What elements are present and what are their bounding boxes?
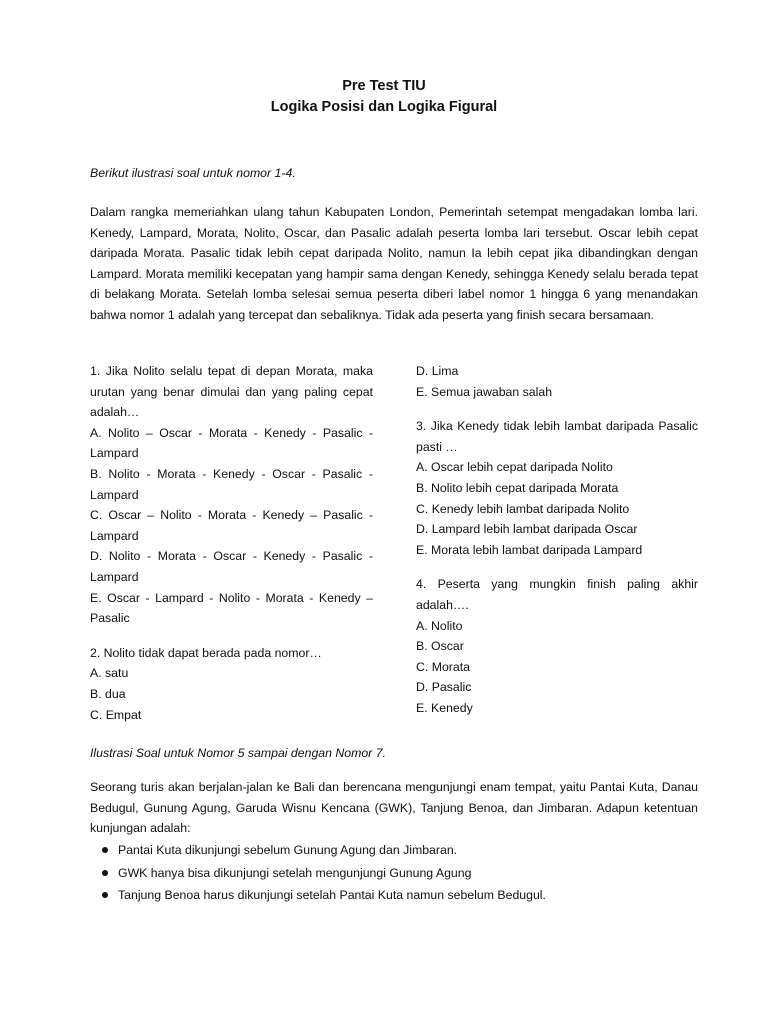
question-2 <box>90 643 373 725</box>
question-3-option-c: C. Kenedy lebih lambat daripada Nolito <box>416 501 630 516</box>
visit-rules-list <box>90 840 698 908</box>
page-title: Pre Test TIU <box>342 78 426 94</box>
question-2-option-c: C. Empat <box>90 707 142 722</box>
visit-rule-text: Tanjung Benoa harus dikunjungi setelah Pantai Kuta namun sebelum Bedugul. <box>118 888 546 903</box>
question-1-option-d: D. Nolito - Morata - Oscar - Kenedy - Pasalic - Lampard <box>90 549 373 584</box>
bullet-dot-icon <box>102 847 108 853</box>
question-3-option-a: A. Oscar lebih cepat daripada Nolito <box>416 460 613 475</box>
question-4-option-d: D. Pasalic <box>416 680 472 695</box>
bullet-dot-icon <box>102 870 108 876</box>
question-2-text: 2. Nolito tidak dapat berada pada nomor… <box>90 645 322 660</box>
question-4-option-e: E. Kenedy <box>416 700 473 715</box>
question-2-option-a: A. satu <box>90 666 129 681</box>
question-3-option-e: E. Morata lebih lambat daripada Lampard <box>416 542 643 557</box>
visit-rule-text: GWK hanya bisa dikunjungi setelah mengunjungi Gunung Agung <box>118 865 472 880</box>
title-block <box>0 76 768 118</box>
question-4-option-c: C. Morata <box>416 659 470 674</box>
question-1 <box>90 361 373 629</box>
section1-intro: Berikut ilustrasi soal untuk nomor 1-4. <box>90 166 296 180</box>
question-4-option-a: A. Nolito <box>416 618 463 633</box>
left-column <box>90 361 373 725</box>
question-4-text: 4. Peserta yang mungkin finish paling akhir adalah…. <box>416 577 698 612</box>
question-3-text: 3. Jika Kenedy tidak lebih lambat daripada Pasalic pasti … <box>416 419 698 454</box>
question-4-option-b: B. Oscar <box>416 639 464 654</box>
question-3-option-d: D. Lampard lebih lambat daripada Oscar <box>416 522 638 537</box>
visit-rule-item <box>90 840 698 863</box>
question-4 <box>416 574 698 718</box>
visit-rule-item <box>90 885 698 908</box>
right-column <box>416 361 698 719</box>
visit-rule-text: Pantai Kuta dikunjungi sebelum Gunung Agung dan Jimbaran. <box>118 843 458 857</box>
question-1-text: 1. Jika Nolito selalu tepat di depan Morata, maka urutan yang benar dimulai dan yang paling cepat adalah… <box>90 364 373 420</box>
question-1-option-c: C. Oscar – Nolito - Morata - Kenedy – Pasalic - Lampard <box>90 508 373 543</box>
section2-intro: Ilustrasi Soal untuk Nomor 5 sampai dengan Nomor 7. <box>90 746 386 760</box>
section1-story: Dalam rangka memeriahkan ulang tahun Kabupaten London, Pemerintah setempat mengadakan lomba lari. Kenedy, Lampard, Morata, Nolito, Oscar, dan Pasalic adalah peserta lomba lari tersebut. Oscar lebih cepat daripada Morata. Pasalic tidak lebih cepat daripada Nolito, namun Ia lebih cepat jika dibandingkan dengan Lampard. Morata memiliki kecepatan yang hampir sama dengan Kenedy, sehingga Kenedy selalu berada tepat di belakang Morata. Setelah lomba selesai semua peserta diberi label nomor 1 hingga 6 yang menandakan bahwa nomor 1 adalah yang tercepat dan sebaliknya. Tidak ada peserta yang finish secara bersamaan. <box>90 205 698 322</box>
question-2-option-d: D. Lima <box>416 364 459 378</box>
question-2-option-e: E. Semua jawaban salah <box>416 384 553 399</box>
visit-rule-item <box>90 863 698 886</box>
page-subtitle: Logika Posisi dan Logika Figural <box>270 99 498 115</box>
section2-story: Seorang turis akan berjalan-jalan ke Bali dan berencana mengunjungi enam tempat, yaitu Pantai Kuta, Danau Bedugul, Gunung Agung, Garuda Wisnu Kencana (GWK), Tanjung Benoa, dan Jimbaran. Adapun ketentuan kunjungan adalah: <box>90 780 698 836</box>
question-2-option-b: B. dua <box>90 686 126 701</box>
bullet-dot-icon <box>102 892 108 898</box>
question-1-option-b: B. Nolito - Morata - Kenedy - Oscar - Pasalic - Lampard <box>90 466 373 502</box>
question-1-option-e: E. Oscar - Lampard - Nolito - Morata - Kenedy – Pasalic <box>90 590 373 626</box>
question-1-option-a: A. Nolito – Oscar - Morata - Kenedy - Pasalic - Lampard <box>90 425 373 461</box>
question-2-continued <box>416 361 698 402</box>
question-3 <box>416 416 698 560</box>
question-3-option-b: B. Nolito lebih cepat daripada Morata <box>416 480 619 495</box>
